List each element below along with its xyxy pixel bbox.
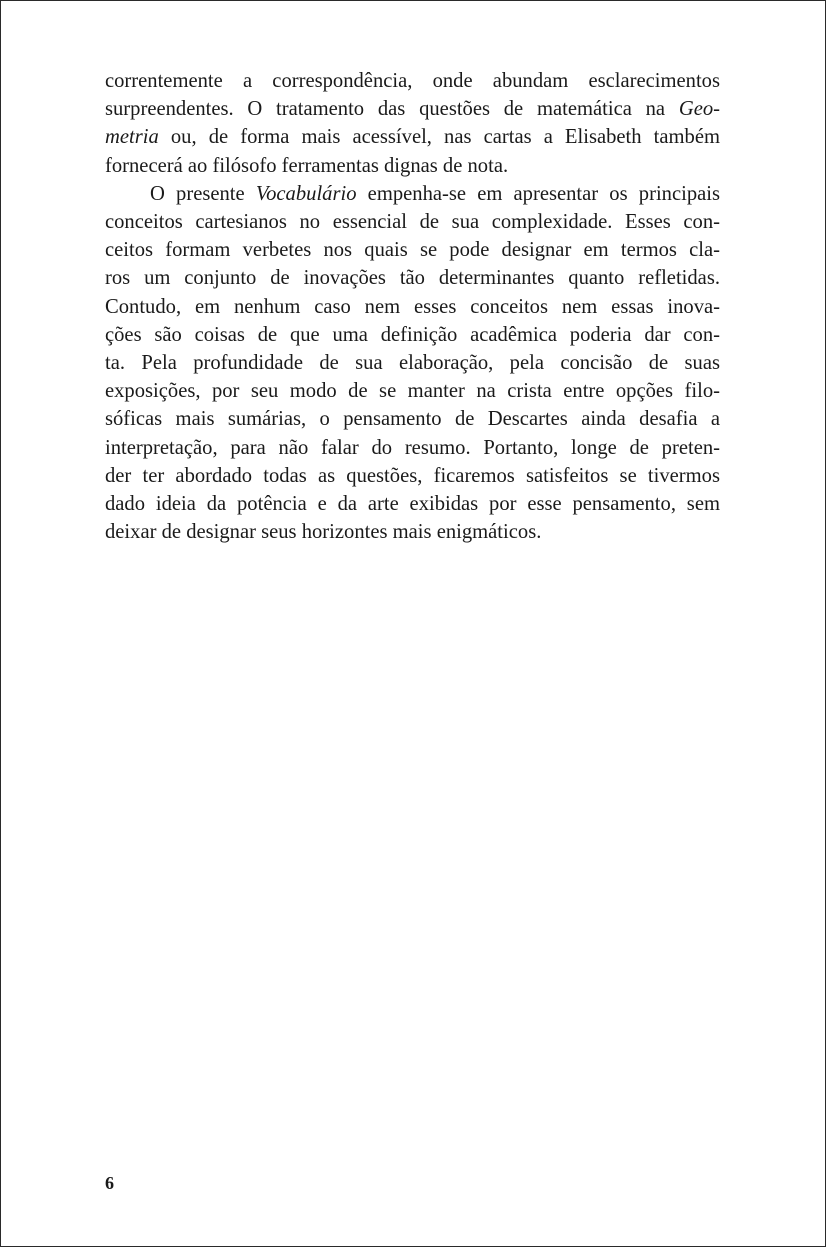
text-run: O presente [150, 182, 256, 205]
text-line [105, 405, 720, 433]
text-run: Contudo, em nenhum caso nem esses conceitos nem essas inova- [105, 295, 720, 318]
page-number: 6 [105, 1173, 114, 1193]
text-line [105, 180, 720, 208]
text-line [105, 293, 720, 321]
paragraph-2 [105, 180, 720, 547]
text-run: surpreendentes. O tratamento das questões de matemática na [105, 98, 679, 121]
text-line [105, 321, 720, 349]
text-run: empenha-se em apresentar os principais [356, 182, 720, 205]
text-run: ros um conjunto de inovações tão determinantes quanto refletidas. [105, 267, 720, 290]
text-line [105, 152, 720, 180]
text-run: deixar de designar seus horizontes mais enigmáticos. [105, 521, 542, 544]
paragraph-1 [105, 67, 720, 180]
body-text [105, 67, 720, 546]
text-run: interpretação, para não falar do resumo. Portanto, longe de preten- [105, 436, 720, 459]
text-run: der ter abordado todas as questões, ficaremos satisfeitos se tivermos [105, 464, 720, 487]
italic-title: Geo- [678, 98, 720, 121]
text-run: conceitos cartesianos no essencial de sua complexidade. Esses con- [105, 211, 720, 234]
text-line [105, 349, 720, 377]
text-line [105, 264, 720, 292]
text-run: fornecerá ao filósofo ferramentas dignas de nota. [105, 154, 509, 177]
text-line [105, 462, 720, 490]
text-line [105, 95, 720, 123]
italic-title: Vocabulário [255, 182, 357, 205]
text-run: exposições, por seu modo de se manter na crista entre opções filo- [105, 380, 720, 403]
text-line [105, 208, 720, 236]
text-run: sóficas mais sumárias, o pensamento de Descartes ainda desafia a [105, 408, 720, 431]
text-run: ceitos formam verbetes nos quais se pode designar em termos cla- [105, 239, 720, 262]
text-line [105, 434, 720, 462]
text-line [105, 377, 720, 405]
text-line [105, 236, 720, 264]
text-line [105, 518, 720, 546]
italic-title: metria [105, 126, 159, 149]
text-run: dado ideia da potência e da arte exibidas por esse pensamento, sem [105, 493, 720, 516]
text-run: correntemente a correspondência, onde abundam esclarecimentos [105, 70, 720, 92]
text-run: ções são coisas de que uma definição acadêmica poderia dar con- [105, 323, 720, 346]
text-line [105, 67, 720, 95]
text-run: ta. Pela profundidade de sua elaboração, pela concisão de suas [105, 352, 720, 375]
text-line [105, 123, 720, 151]
text-run: ou, de forma mais acessível, nas cartas a Elisabeth também [158, 126, 720, 149]
text-line [105, 490, 720, 518]
